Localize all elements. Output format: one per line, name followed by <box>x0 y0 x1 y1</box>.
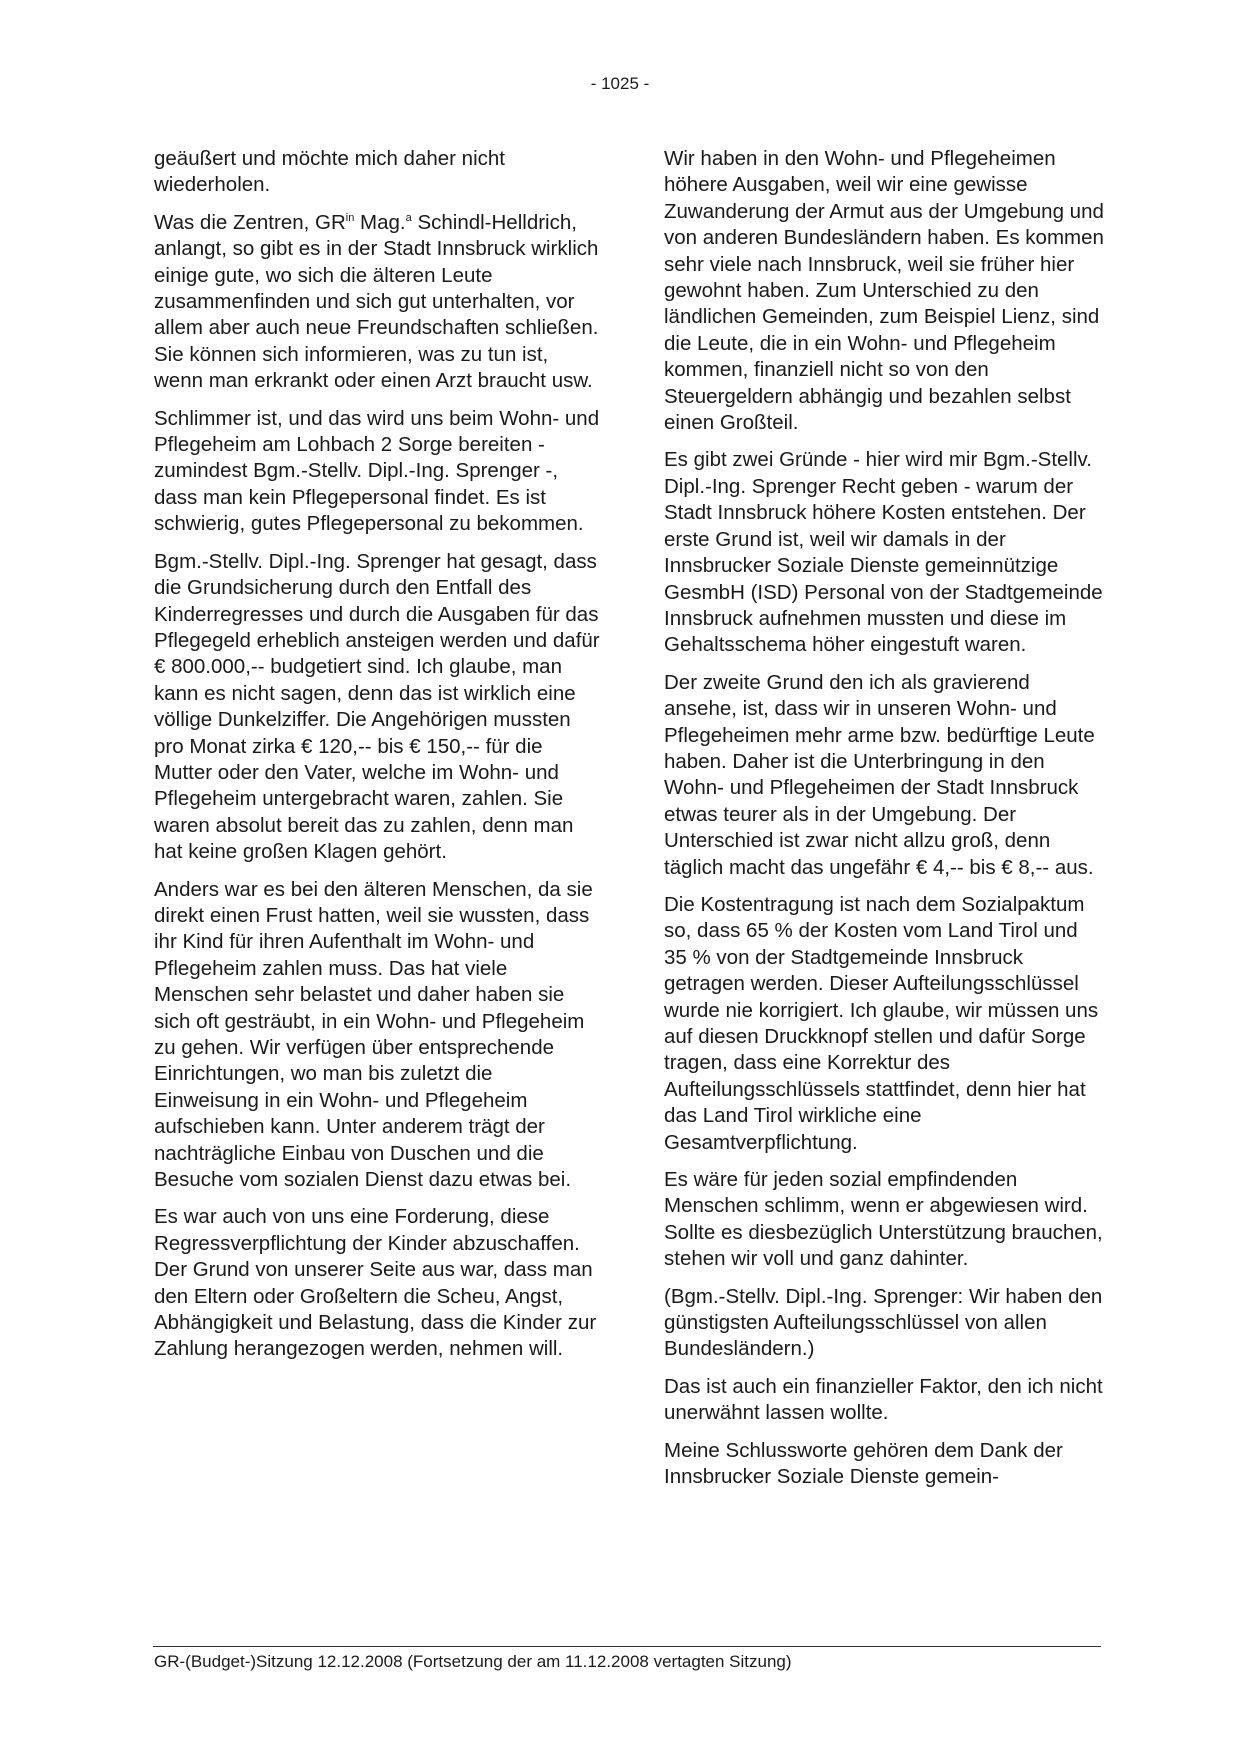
paragraph-text: Mag. <box>354 210 406 234</box>
paragraph-text: Was die Zentren, GR <box>154 210 346 234</box>
paragraph: Der zweite Grund den ich als gravierend ansehe, ist, dass wir in unseren Wohn- und Pflegeheimen mehr arme bzw. bedürftige Leute haben. Daher ist die Unterbringung in den Wohn- und Pflegeheimen der Stadt Innsbruck etwas teurer als in der Umgebung. Der Unterschied ist zwar nicht allzu groß, denn täglich macht das ungefähr € 4,-- bis € 8,-- aus. <box>664 670 1095 879</box>
paragraph: Es gibt zwei Gründe - hier wird mir Bgm.-Stellv. Dipl.-Ing. Sprenger Recht geben - warum der Stadt Innsbruck höhere Kosten entstehen. Der erste Grund ist, weil wir damals in der Innsbrucker Soziale Dienste gemeinnützige GesmbH (ISD) Personal von der Stadtgemeinde Innsbruck aufnehmen mussten und diese im Gehaltsschema höher eingestuft waren. <box>664 448 1103 657</box>
paragraph: (Bgm.-Stellv. Dipl.-Ing. Sprenger: Wir haben den günstigsten Aufteilungsschlüssel von allen Bundesländern.) <box>664 1284 1103 1361</box>
paragraph: Bgm.-Stellv. Dipl.-Ing. Sprenger hat gesagt, dass die Grundsicherung durch den Entfall des Kinderregresses und durch die Ausgaben für das Pflegegeld erheblich ansteigen werden und dafür € 800.000,-- budgetiert sind. Ich glaube, man kann es nicht sagen, denn das ist wirklich eine völlige Dunkelziffer. Die Angehörigen mussten pro Monat zirka € 120,-- bis € 150,-- für die Mutter oder den Vater, welche im Wohn- und Pflegeheim untergebracht waren, zahlen. Sie waren absolut bereit das zu zahlen, denn man hat keine großen Klagen gehört. <box>154 549 600 864</box>
paragraph <box>154 210 602 395</box>
superscript: a <box>405 211 412 224</box>
paragraph: Schlimmer ist, und das wird uns beim Wohn- und Pflegeheim am Lohbach 2 Sorge bereiten - zumindest Bgm.-Stellv. Dipl.-Ing. Sprenger -, dass man kein Pflegepersonal findet. Es ist schwierig, gutes Pflegepersonal zu bekommen. <box>154 406 600 536</box>
page-number: - 1025 - <box>590 74 650 93</box>
paragraph: Wir haben in den Wohn- und Pflegeheimen höhere Ausgaben, weil wir eine gewisse Zuwanderung der Armut aus der Umgebung und von anderen Bundesländern haben. Es kommen sehr viele nach Innsbruck, weil sie früher hier gewohnt haben. Zum Unterschied zu den ländlichen Gemeinden, zum Beispiel Lienz, sind die Leute, die in ein Wohn- und Pflegeheim kommen, finanziell nicht so von den Steuergeldern abhängig und bezahlen selbst einen Großteil. <box>664 147 1104 435</box>
footer-text: GR-(Budget-)Sitzung 12.12.2008 (Fortsetzung der am 11.12.2008 vertagten Sitzung) <box>154 1652 792 1671</box>
paragraph: Es wäre für jeden sozial empfindenden Menschen schlimm, wenn er abgewiesen wird. Sollte es diesbezüglich Unterstützung brauchen, stehen wir voll und ganz dahinter. <box>664 1168 1103 1271</box>
paragraph: Das ist auch ein finanzieller Faktor, den ich nicht unerwähnt lassen wollte. <box>664 1374 1103 1425</box>
paragraph: Anders war es bei den älteren Menschen, da sie direkt einen Frust hatten, weil sie wussten, dass ihr Kind für ihren Aufenthalt im Wohn- und Pflegeheim zahlen muss. Das hat viele Menschen sehr belastet und daher haben sie sich oft gesträubt, in ein Wohn- und Pflegeheim zu gehen. Wir verfügen über entsprechende Einrichtungen, wo man bis zuletzt die Einweisung in ein Wohn- und Pflegeheim aufschieben kann. Unter anderem trägt der nachträgliche Einbau von Duschen und die Besuche vom sozialen Dienst dazu etwas bei. <box>154 877 593 1192</box>
superscript: in <box>345 211 355 224</box>
paragraph: geäußert und möchte mich daher nicht wiederholen. <box>154 147 505 197</box>
paragraph: Es war auch von uns eine Forderung, diese Regressverpflichtung der Kinder abzuschaffen. Der Grund von unserer Seite aus war, dass man den Eltern oder Großeltern die Scheu, Angst, Abhängigkeit und Belastung, dass die Kinder zur Zahlung herangezogen werden, nehmen will. <box>154 1205 597 1361</box>
footer-divider <box>153 1646 1101 1647</box>
left-column <box>154 146 602 1374</box>
paragraph: Meine Schlussworte gehören dem Dank der Innsbrucker Soziale Dienste gemein- <box>664 1438 1063 1489</box>
paragraph-text: Schindl-Helldrich, anlangt, so gibt es in der Stadt Innsbruck wirklich einige gute, wo sich die älteren Leute zusammenfinden und sich gut unterhalten, vor allem aber auch neue Freundschaften schließen. Sie können sich informieren, was zu tun ist, wenn man erkrankt oder einen Arzt braucht usw. <box>154 210 599 393</box>
right-column <box>664 146 1104 1502</box>
paragraph: Die Kostentragung ist nach dem Sozialpaktum so, dass 65 % der Kosten vom Land Tirol und 35 % von der Stadtgemeinde Innsbruck getragen werden. Dieser Aufteilungsschlüssel wurde nie korrigiert. Ich glaube, wir müssen uns auf diesen Druckknopf stellen und dafür Sorge tragen, dass eine Korrektur des Aufteilungsschlüssels stattfindet, denn hier hat das Land Tirol wirkliche eine Gesamtverpflichtung. <box>664 892 1099 1154</box>
